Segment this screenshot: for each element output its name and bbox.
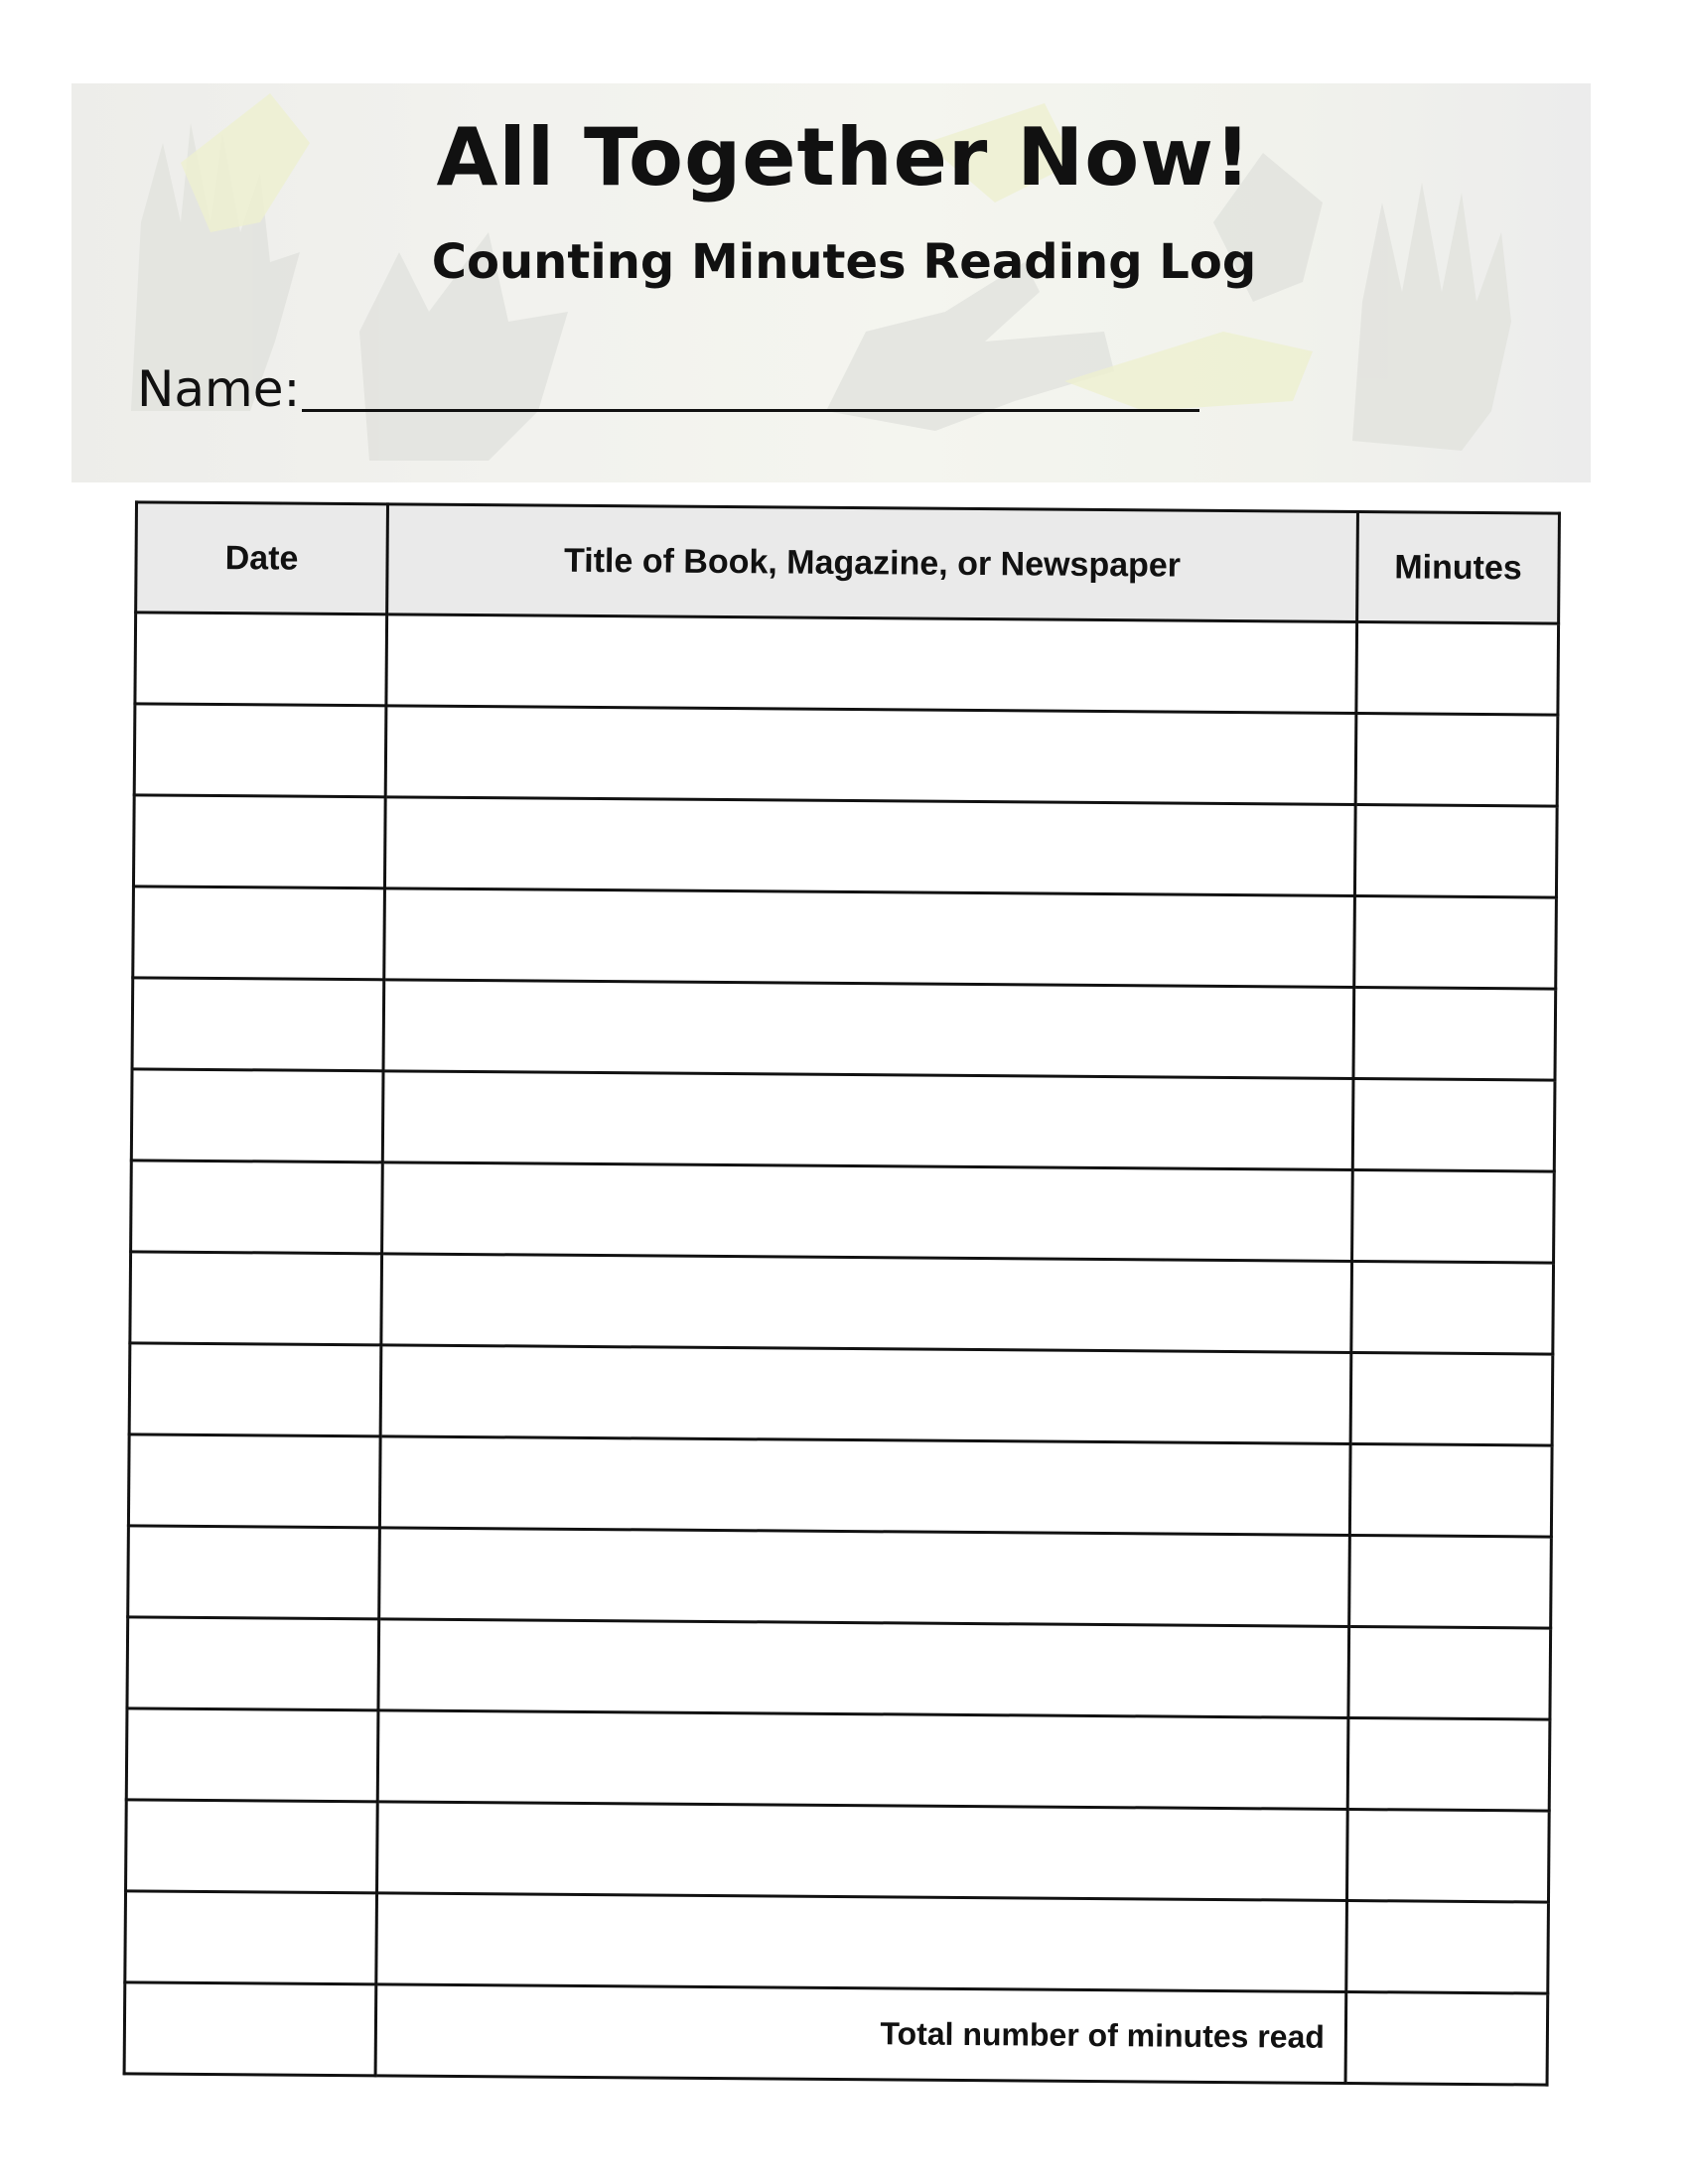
minutes-cell[interactable]: [1354, 805, 1557, 898]
minutes-cell[interactable]: [1349, 1444, 1552, 1538]
name-field: [137, 359, 1199, 418]
minutes-cell[interactable]: [1353, 988, 1556, 1081]
title-cell[interactable]: [379, 1528, 1350, 1627]
title-cell[interactable]: [384, 888, 1355, 988]
title-cell[interactable]: [377, 1802, 1348, 1901]
date-cell[interactable]: [135, 613, 387, 706]
table-row: [128, 1526, 1552, 1628]
minutes-cell[interactable]: [1351, 1262, 1554, 1355]
table-row: [131, 1069, 1555, 1171]
total-row: [124, 1982, 1548, 2085]
title-cell[interactable]: [379, 1436, 1350, 1536]
title-column-header: Title of Book, Magazine, or Newspaper: [387, 504, 1358, 622]
date-cell[interactable]: [133, 795, 385, 888]
name-input-line[interactable]: [302, 359, 1199, 412]
table-row: [126, 1708, 1550, 1811]
table-header-row: [136, 502, 1560, 623]
table-row: [132, 978, 1556, 1080]
log-rows: [124, 613, 1559, 2085]
date-cell[interactable]: [125, 1891, 377, 1984]
date-cell[interactable]: [128, 1434, 380, 1528]
date-cell[interactable]: [130, 1252, 382, 1345]
date-cell[interactable]: [126, 1800, 378, 1893]
minutes-cell[interactable]: [1346, 1900, 1549, 1993]
reading-log-table: [123, 500, 1561, 2086]
table-row: [127, 1617, 1551, 1719]
minutes-cell[interactable]: [1350, 1353, 1553, 1446]
page-title: All Together Now!: [436, 111, 1252, 204]
date-cell[interactable]: [129, 1343, 381, 1436]
table-row: [135, 613, 1559, 715]
title-cell[interactable]: [380, 1345, 1351, 1444]
minutes-cell[interactable]: [1354, 896, 1557, 990]
date-cell[interactable]: [134, 704, 386, 797]
name-label: Name:: [137, 360, 301, 418]
title-cell[interactable]: [381, 1254, 1352, 1353]
table-row: [126, 1800, 1550, 1902]
table-row: [129, 1343, 1553, 1445]
date-cell[interactable]: [128, 1526, 380, 1619]
minutes-cell[interactable]: [1349, 1536, 1552, 1629]
date-cell[interactable]: [126, 1708, 378, 1802]
table-row: [131, 1160, 1555, 1263]
minutes-cell[interactable]: [1352, 1170, 1555, 1264]
date-column-header: Date: [136, 502, 388, 614]
title-cell[interactable]: [384, 797, 1355, 896]
page-subtitle: Counting Minutes Reading Log: [431, 234, 1257, 290]
title-cell[interactable]: [386, 614, 1357, 714]
minutes-cell[interactable]: [1352, 1079, 1555, 1172]
title-cell[interactable]: [382, 1162, 1353, 1262]
date-cell[interactable]: [131, 1069, 383, 1162]
date-cell[interactable]: [127, 1617, 379, 1710]
total-minutes-cell[interactable]: [1345, 1991, 1548, 2085]
table-row: [133, 795, 1557, 897]
title-cell[interactable]: [382, 1071, 1353, 1170]
table-row: [125, 1891, 1549, 1993]
minutes-cell[interactable]: [1348, 1626, 1551, 1719]
table-row: [130, 1252, 1554, 1354]
date-cell[interactable]: [133, 887, 385, 980]
total-date-cell: [124, 1982, 376, 2076]
minutes-column-header: Minutes: [1357, 512, 1560, 624]
minutes-cell[interactable]: [1346, 1809, 1549, 1902]
date-cell[interactable]: [132, 978, 384, 1071]
title-cell[interactable]: [385, 706, 1356, 805]
date-cell[interactable]: [131, 1160, 383, 1254]
title-cell[interactable]: [376, 1893, 1347, 1992]
minutes-cell[interactable]: [1355, 714, 1558, 807]
table-row: [133, 887, 1557, 989]
table-row: [134, 704, 1558, 806]
total-label: Total number of minutes read: [375, 1984, 1346, 2084]
minutes-cell[interactable]: [1356, 622, 1559, 716]
minutes-cell[interactable]: [1347, 1717, 1550, 1811]
table-row: [128, 1434, 1552, 1537]
title-cell[interactable]: [377, 1710, 1348, 1810]
title-cell[interactable]: [378, 1619, 1349, 1718]
title-cell[interactable]: [383, 980, 1354, 1079]
